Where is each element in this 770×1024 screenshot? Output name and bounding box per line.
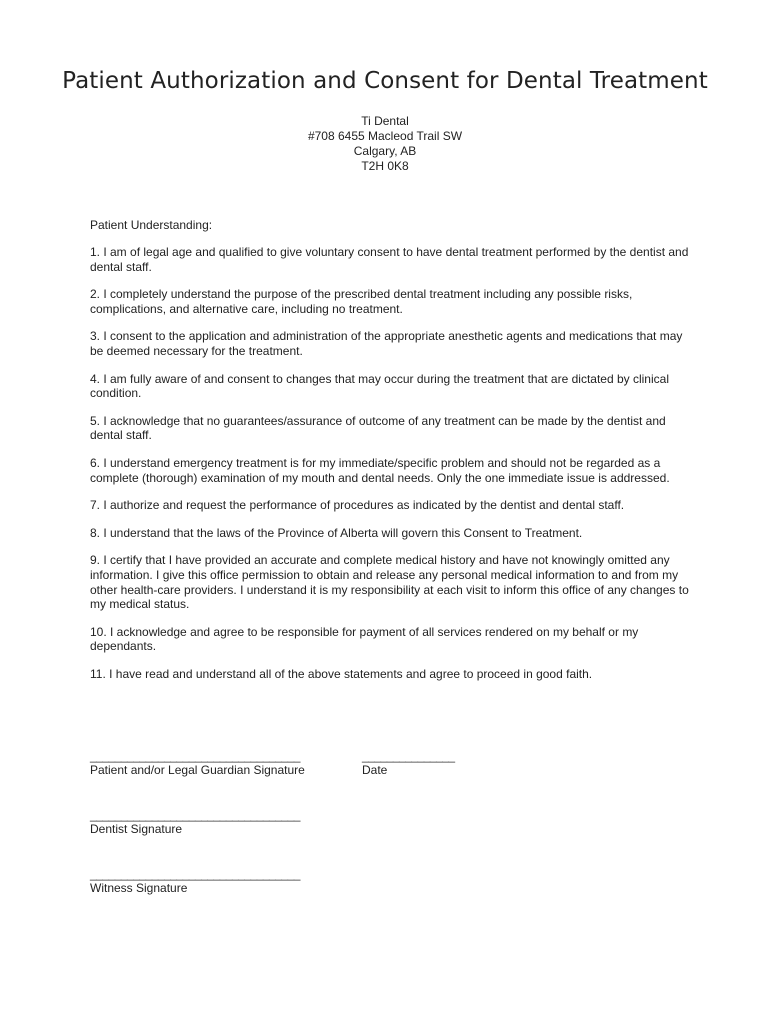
consent-item-9: 9. I certify that I have provided an accurate and complete medical history and have not knowingly omitted any information. I give this office permission to obtain and release any personal medical information to and from my other health-care providers. I understand it is my responsibility at each visit to inform this office of any changes to my medical status.	[90, 553, 689, 612]
document-title: Patient Authorization and Consent for Dental Treatment	[62, 68, 708, 94]
consent-item-2: 2. I completely understand the purpose of the prescribed dental treatment including any possible risks, complications, and alternative care, including no treatment.	[90, 287, 633, 316]
witness-signature-block	[90, 868, 300, 896]
clinic-postal-code: T2H 0K8	[361, 159, 409, 173]
section-heading: Patient Understanding:	[90, 218, 213, 232]
clinic-address-line: #708 6455 Macleod Trail SW	[307, 129, 463, 143]
dentist-signature-label: Dentist Signature	[90, 822, 183, 836]
consent-item-11: 11. I have read and understand all of the above statements and agree to proceed in good faith.	[90, 666, 593, 681]
patient-signature-block	[90, 750, 305, 778]
consent-item-6: 6. I understand emergency treatment is for my immediate/specific problem and should not be regarded as a complete (thorough) examination of my mouth and dental needs. Only the one immediate issue is addressed.	[90, 456, 670, 485]
consent-item-5: 5. I acknowledge that no guarantees/assurance of outcome of any treatment can be made by the dentist and dental staff.	[90, 413, 666, 443]
consent-item-3: 3. I consent to the application and administration of the appropriate anesthetic agents and medications that may be deemed necessary for the treatment.	[90, 329, 683, 359]
consent-body	[90, 218, 690, 695]
dentist-signature-line: __________________________________	[90, 808, 300, 822]
dentist-signature-block	[90, 809, 300, 837]
consent-item-4: 4. I am fully aware of and consent to changes that may occur during the treatment that are dictated by clinical condition.	[90, 371, 669, 401]
consent-item-10: 10. I acknowledge and agree to be responsible for payment of all services rendered on my behalf or my dependants.	[90, 624, 639, 654]
clinic-city-province: Calgary, AB	[353, 144, 417, 158]
clinic-address-block	[0, 114, 770, 174]
witness-signature-label: Witness Signature	[90, 881, 188, 895]
patient-signature-line: __________________________________	[90, 749, 300, 763]
consent-item-1: 1. I am of legal age and qualified to give voluntary consent to have dental treatment performed by the dentist and dental staff.	[90, 245, 689, 274]
patient-signature-label: Patient and/or Legal Guardian Signature	[90, 763, 305, 777]
consent-item-8: 8. I understand that the laws of the Province of Alberta will govern this Consent to Treatment.	[90, 525, 583, 540]
witness-signature-line: __________________________________	[90, 867, 300, 881]
date-label: Date	[362, 763, 388, 777]
date-line: _______________	[362, 749, 455, 763]
date-signature-block	[362, 750, 455, 778]
clinic-name: Ti Dental	[361, 114, 409, 128]
consent-item-7: 7. I authorize and request the performance of procedures as indicated by the dentist and dental staff.	[90, 498, 625, 513]
